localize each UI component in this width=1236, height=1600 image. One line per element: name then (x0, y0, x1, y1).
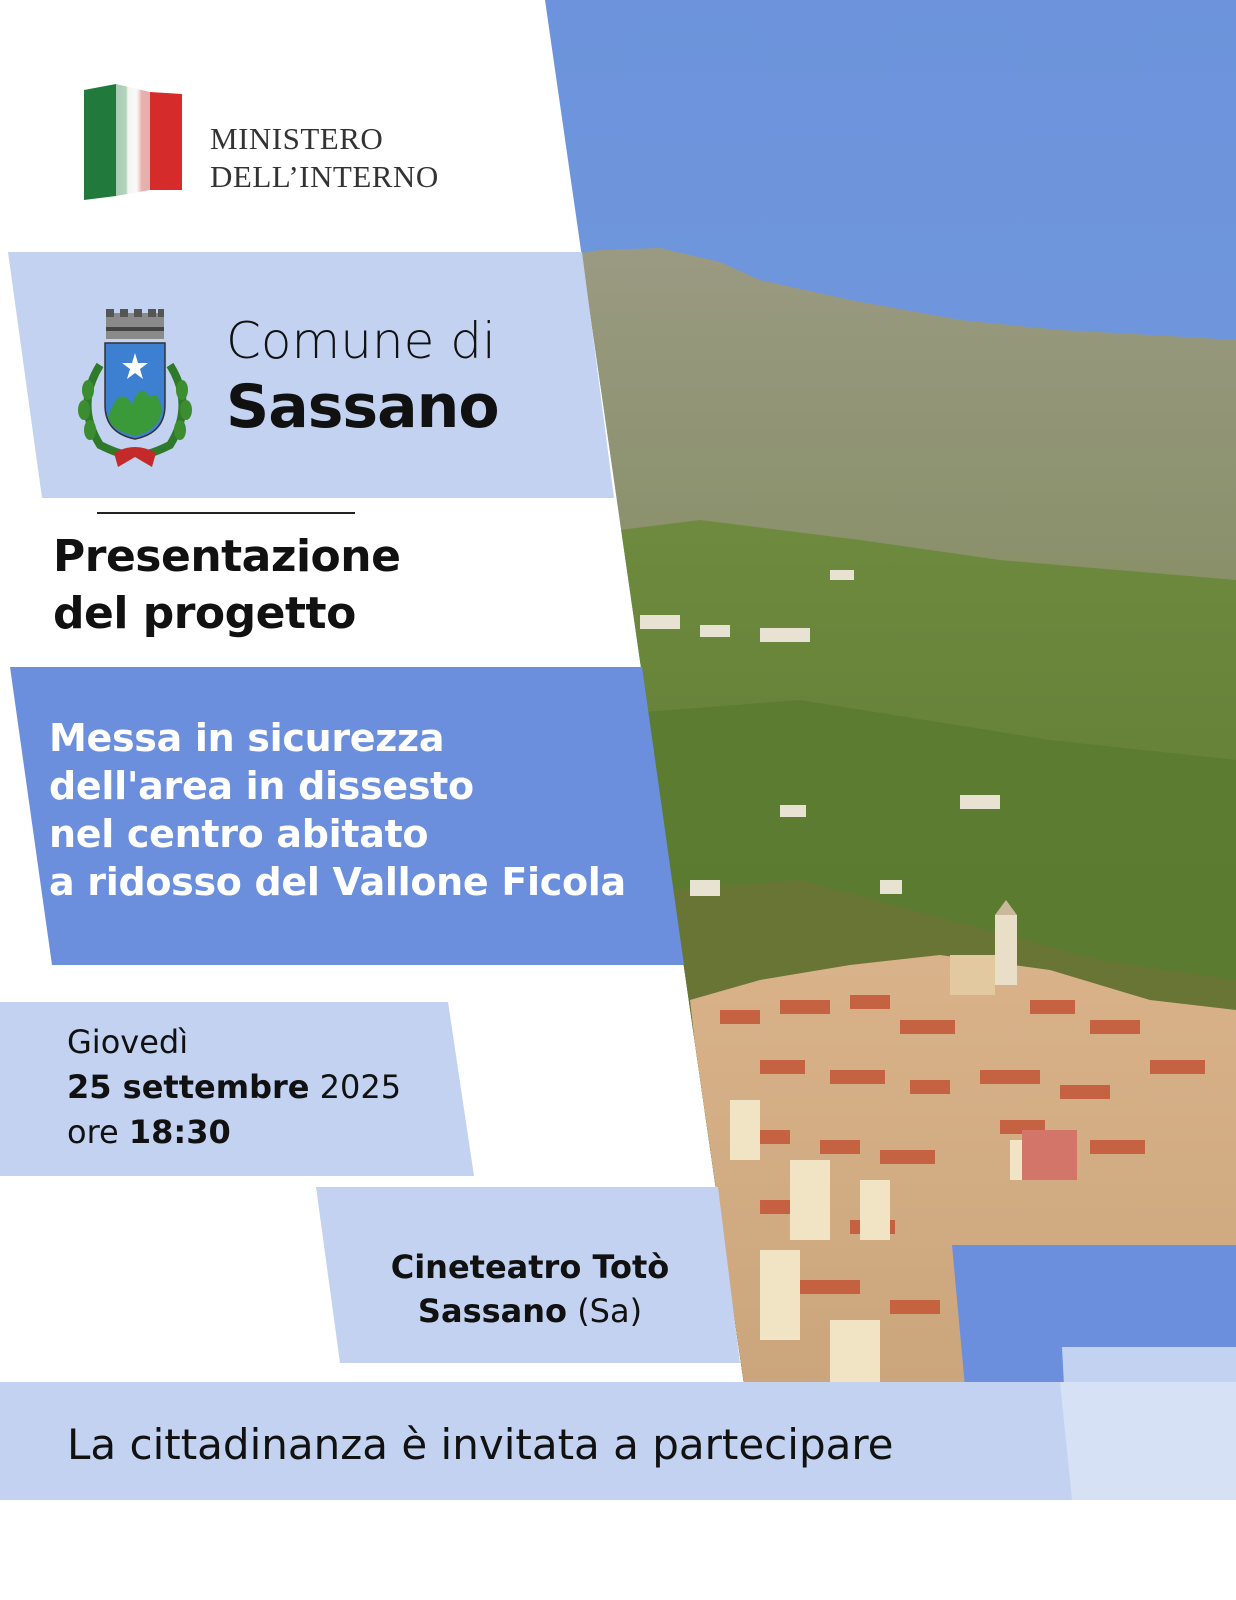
presentation-line1: Presentazione (53, 531, 401, 582)
project-title (49, 714, 626, 906)
italian-flag-icon (80, 80, 190, 204)
event-datetime (67, 1020, 401, 1155)
event-date-day-month: 25 settembre (67, 1068, 310, 1106)
venue-province: (Sa) (577, 1292, 643, 1330)
event-date (67, 1065, 401, 1110)
ministry-name (210, 120, 439, 196)
comune-prefix: Comune di (226, 312, 496, 370)
event-time: 18:30 (128, 1113, 231, 1151)
event-time-row (67, 1110, 401, 1155)
event-weekday: Giovedì (67, 1023, 189, 1061)
venue-info (330, 1245, 730, 1333)
comune-name: Sassano (226, 372, 499, 442)
ministry-line1: MINISTERO (210, 121, 384, 156)
presentation-title (53, 528, 400, 642)
presentation-line2: del progetto (53, 588, 356, 639)
project-line: dell'area in dissesto (49, 764, 474, 808)
project-line: nel centro abitato (49, 812, 429, 856)
project-line: Messa in sicurezza (49, 716, 445, 760)
venue-name: Cineteatro Totò (390, 1248, 670, 1286)
ministry-line2: DELL’INTERNO (210, 159, 439, 194)
event-year: 2025 (319, 1068, 402, 1106)
venue-town-row (330, 1289, 730, 1333)
title-divider (97, 512, 355, 514)
sassano-coat-of-arms-icon (70, 305, 200, 475)
venue-town: Sassano (417, 1292, 568, 1330)
event-time-prefix: ore (67, 1113, 119, 1151)
project-line: a ridosso del Vallone Ficola (49, 860, 626, 904)
invitation-text: La cittadinanza è invitata a partecipare (67, 1420, 894, 1469)
